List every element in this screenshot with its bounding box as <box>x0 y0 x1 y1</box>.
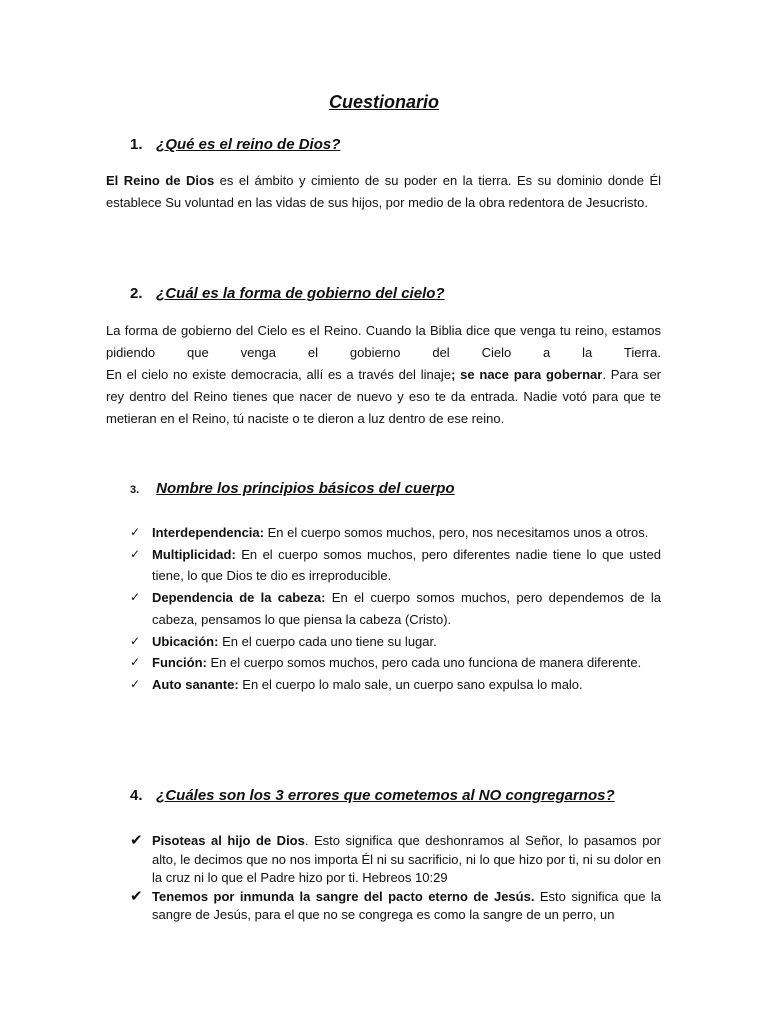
check-icon: ✓ <box>130 633 141 648</box>
list-item <box>130 652 661 674</box>
answer-2 <box>106 320 661 430</box>
check-icon: ✔ <box>130 832 143 849</box>
list-item <box>130 522 661 544</box>
check-icon: ✓ <box>130 525 141 539</box>
document-title: Cuestionario <box>328 92 439 112</box>
check-icon: ✓ <box>130 590 141 605</box>
list-item <box>130 674 661 696</box>
question-4 <box>130 787 615 804</box>
item-term: Interdependencia: <box>152 525 264 540</box>
list-item <box>130 544 661 587</box>
check-icon: ✓ <box>130 676 141 691</box>
item-term: Multiplicidad: <box>152 546 236 562</box>
answer-text: La forma de gobierno del Cielo es el Reino. Cuando la Biblia dice que venga tu reino, estamos pidiendo que venga el gobierno del Cielo a la Tierra. <box>106 323 661 360</box>
question-text: Nombre los principios básicos del cuerpo <box>156 480 455 497</box>
item-desc: Esto significa que la sangre de Jesús, para el que no se congrega es como la sangre de un perro, un <box>152 888 661 922</box>
item-desc: . Esto significa que deshonramos al Señor, lo pasamos por alto, le decimos que no nos importa Él ni su sacrificio, ni lo que hizo por ti, ni su dolor en la cruz ni lo que el Padre hizo por ti. Hebreos 10:29 <box>152 833 661 885</box>
question-3 <box>130 480 455 497</box>
question-number: 4. <box>130 787 143 804</box>
answer-text: es el ámbito y cimiento de su poder en la tierra. Es su dominio donde Él establece Su voluntad en las vidas de sus hijos, por medio de la obra redentora de Jesucristo. <box>106 173 662 210</box>
question-number: 3. <box>130 484 140 496</box>
list-item <box>130 832 661 888</box>
answer-bold: El Reino de Dios <box>106 173 215 188</box>
item-desc: En el cuerpo somos muchos, pero, nos necesitamos unos a otros. <box>263 525 649 540</box>
item-desc: En el cuerpo somos muchos, pero cada uno funciona de manera diferente. <box>206 655 642 671</box>
answer-bold: ; se nace para gobernar <box>451 367 603 382</box>
list-item <box>130 888 661 925</box>
question-number: 2. <box>130 285 143 302</box>
item-desc: En el cuerpo somos muchos, pero diferentes nadie tiene lo que usted tiene, lo que Dios te dio es irreproducible. <box>152 546 661 584</box>
question-text: ¿Cuáles son los 3 errores que cometemos al NO congregarnos? <box>156 787 615 804</box>
answer-1 <box>106 170 661 214</box>
item-desc: En el cuerpo cada uno tiene su lugar. <box>218 633 437 649</box>
item-term: Auto sanante: <box>152 676 239 692</box>
check-icon: ✔ <box>130 887 143 905</box>
list-item <box>130 587 661 630</box>
question-1 <box>130 136 340 153</box>
errors-list <box>130 832 661 925</box>
item-term: Función: <box>152 655 207 671</box>
answer-text: . Para ser rey dentro del Reino tienes que nacer de nuevo y eso te da entrada. Nadie votó para que te metieran en el Reino, tú naciste o te dieron a luz dentro de ese reino. <box>106 367 661 426</box>
question-text: ¿Qué es el reino de Dios? <box>156 136 341 153</box>
check-icon: ✓ <box>130 546 141 561</box>
item-term: Tenemos por inmunda la sangre del pacto eterno de Jesús. <box>152 888 535 904</box>
principles-list <box>130 522 661 696</box>
question-2 <box>130 285 445 302</box>
list-item <box>130 631 661 653</box>
question-number: 1. <box>130 136 143 153</box>
item-desc: En el cuerpo lo malo sale, un cuerpo sano expulsa lo malo. <box>238 676 583 692</box>
check-icon: ✓ <box>130 655 141 670</box>
question-text: ¿Cuál es la forma de gobierno del cielo? <box>156 285 445 302</box>
item-desc: En el cuerpo somos muchos, pero dependemos de la cabeza, pensamos lo que piensa la cabeza (Cristo). <box>152 590 662 627</box>
answer-text: En el cielo no existe democracia, allí es a través del linaje <box>106 367 452 382</box>
item-term: Dependencia de la cabeza: <box>152 590 326 606</box>
item-term: Ubicación: <box>152 633 219 649</box>
item-term: Pisoteas al hijo de Dios <box>152 833 305 848</box>
